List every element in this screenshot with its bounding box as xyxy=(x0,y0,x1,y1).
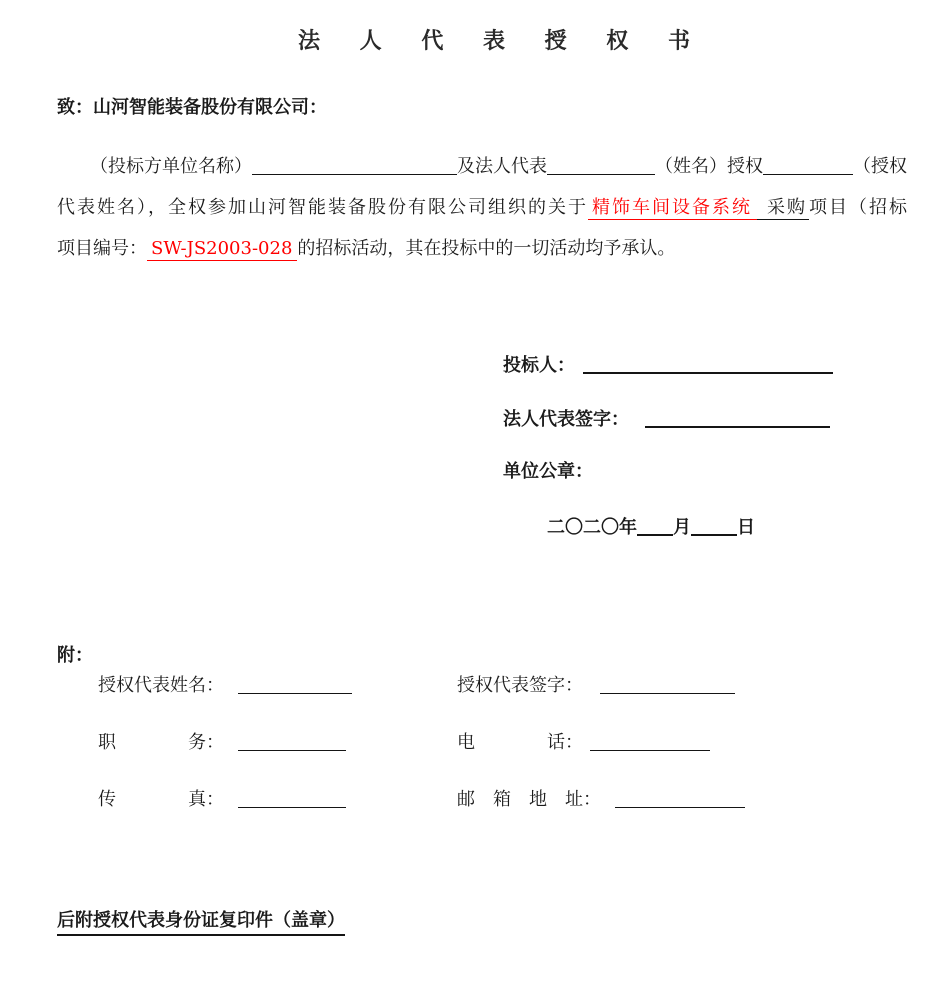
fax-label: 传 真： xyxy=(98,789,224,810)
line1-tail-text: （授权 xyxy=(853,156,907,177)
attachment-row-fax-email xyxy=(57,787,745,844)
legal-rep-sign-label: 法人代表签字： xyxy=(503,409,629,430)
paragraph-line-3 xyxy=(57,228,937,269)
blank-position xyxy=(238,730,346,751)
legal-rep-text: 及法人代表 xyxy=(457,156,547,177)
position-label: 职 务： xyxy=(98,732,224,753)
bidder-row xyxy=(503,352,833,406)
seal-label: 单位公章： xyxy=(503,461,593,482)
footer-note xyxy=(57,906,345,932)
rep-name-label: 授权代表姓名： xyxy=(98,675,224,696)
blank-rep-name xyxy=(238,673,352,694)
date-row xyxy=(503,514,833,568)
blank-month xyxy=(637,514,673,536)
blank-phone xyxy=(590,730,710,751)
blank-bidder xyxy=(583,352,833,374)
phone-field xyxy=(457,730,745,787)
rep-name-field xyxy=(98,673,457,730)
line2-tail-text: 项目（招标 xyxy=(809,197,909,218)
footer-note-text: 后附授权代表身份证复印件（盖章） xyxy=(57,910,345,936)
rep-sign-label: 授权代表签字： xyxy=(457,675,583,696)
phone-label: 电 话： xyxy=(457,732,583,753)
blank-rep-signature xyxy=(600,673,735,694)
date-day-text: 日 xyxy=(737,517,755,538)
legal-rep-sign-row xyxy=(503,406,833,460)
attachment-section xyxy=(57,644,745,844)
blank-legal-rep-name xyxy=(547,154,655,175)
attachment-row-name-sign xyxy=(57,673,745,730)
paragraph-line-1 xyxy=(57,146,937,187)
paragraph-line-2 xyxy=(57,187,937,228)
project-code-label: 项目编号： xyxy=(57,238,147,259)
blank-fax xyxy=(238,787,346,808)
project-code-highlight: SW-JS2003-028 xyxy=(147,238,297,261)
document-title: 法 人 代 表 授 权 书 xyxy=(298,28,706,54)
signature-block xyxy=(503,352,833,568)
authorization-paragraph xyxy=(57,146,937,269)
date-year-text: 二〇二〇年 xyxy=(547,517,637,538)
attachment-row-position-phone xyxy=(57,730,745,787)
salutation-line: 致：山河智能装备股份有限公司： xyxy=(57,97,327,118)
bidder-company-label: （投标方单位名称） xyxy=(90,156,252,177)
blank-company-name xyxy=(252,154,457,175)
blank-day xyxy=(691,514,737,536)
rep-sign-field xyxy=(457,673,745,730)
position-field xyxy=(98,730,457,787)
bidder-label: 投标人： xyxy=(503,355,575,376)
attachment-heading: 附： xyxy=(57,645,93,666)
project-name-highlight: 精饰车间设备系统 xyxy=(588,197,757,220)
line2-lead-text: 代表姓名），全权参加山河智能装备股份有限公司组织的关于 xyxy=(57,197,588,218)
date-month-text: 月 xyxy=(673,517,691,538)
blank-email xyxy=(615,787,745,808)
purchase-underlined-text: 采购 xyxy=(757,197,809,220)
blank-legal-rep-signature xyxy=(645,406,830,428)
seal-row xyxy=(503,460,833,514)
email-field xyxy=(457,787,745,844)
email-label: 邮 箱 地 址： xyxy=(457,789,601,810)
blank-authorized-rep xyxy=(763,154,853,175)
line3-tail-text: 的招标活动，其在投标中的一切活动均予承认。 xyxy=(297,238,676,259)
authorize-text: （姓名）授权 xyxy=(655,156,763,177)
fax-field xyxy=(98,787,457,844)
